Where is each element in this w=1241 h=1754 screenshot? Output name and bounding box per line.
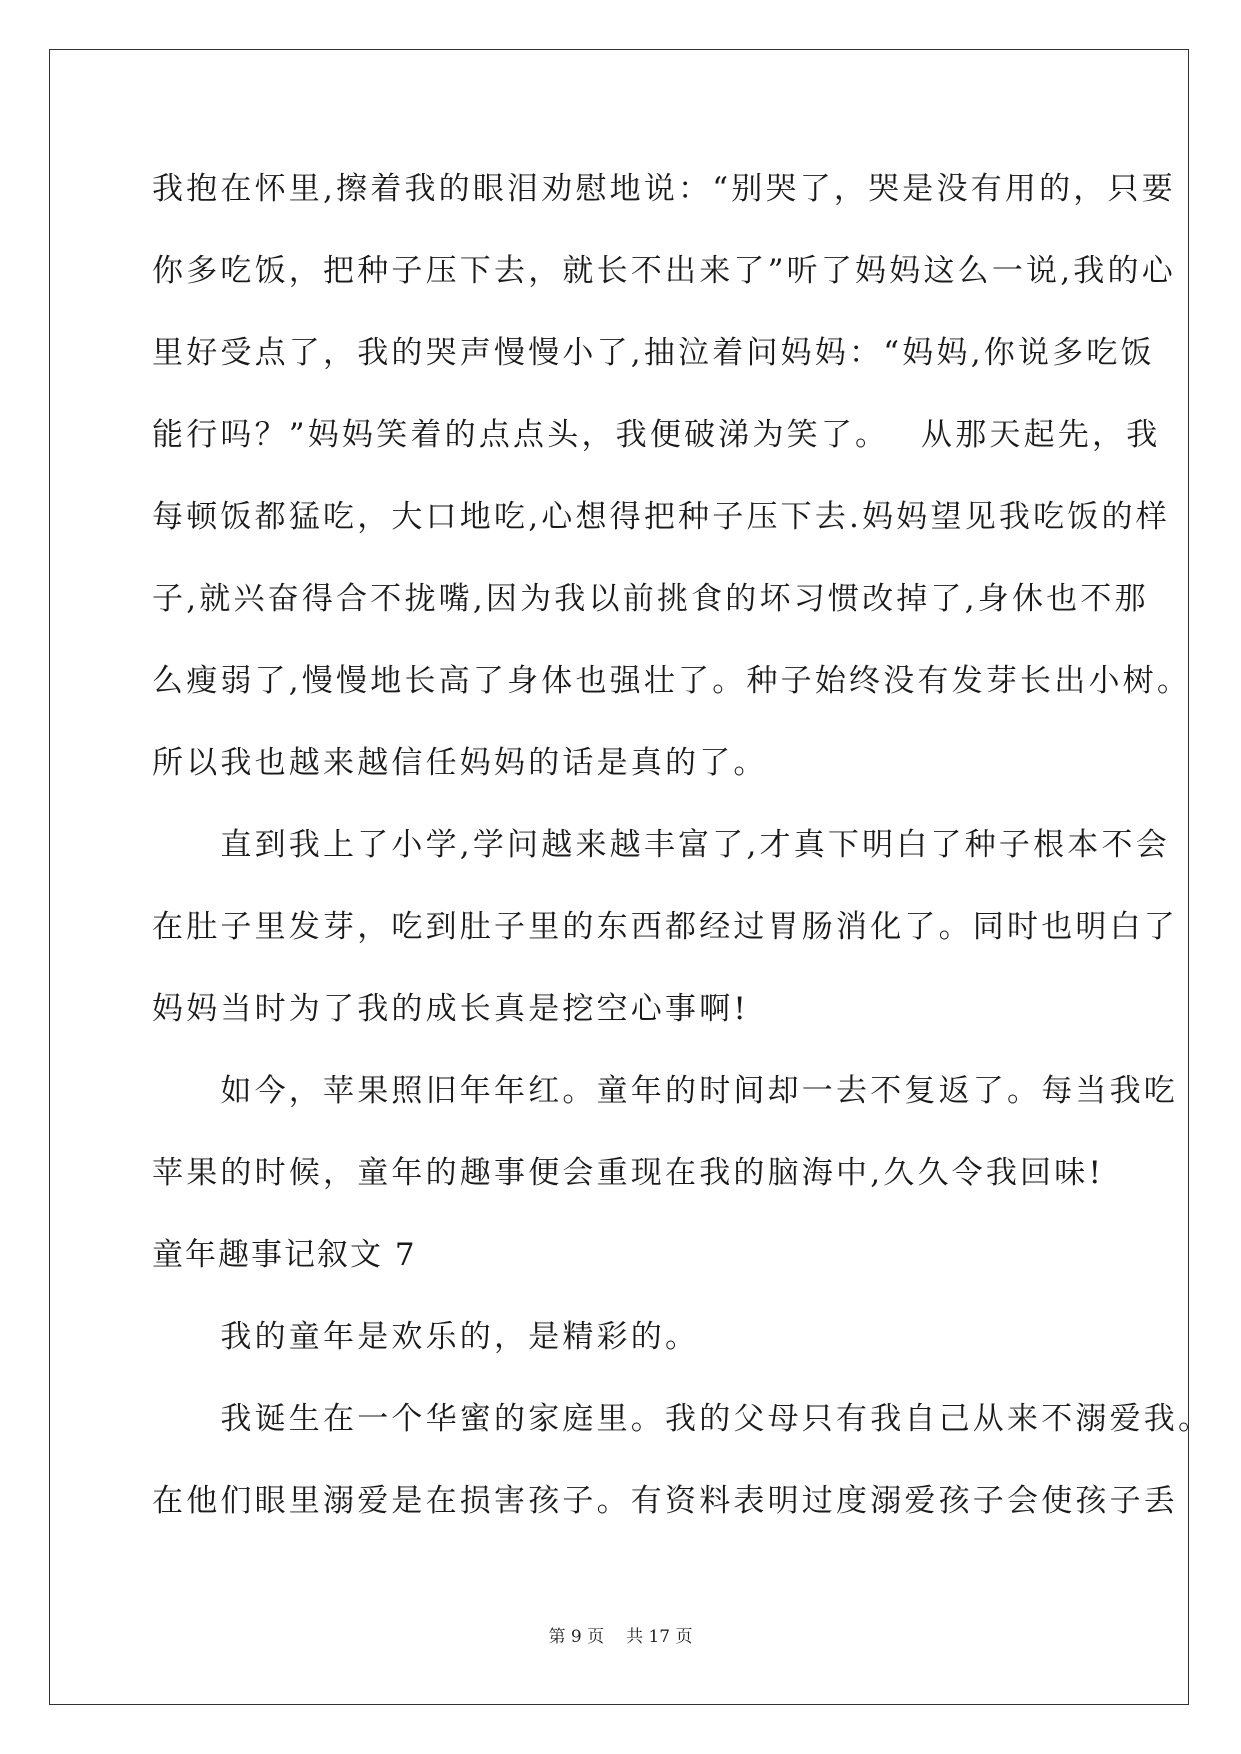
text-line: 我诞生在一个华蜜的家庭里。我的父母只有我自己从来不溺爱我。 [152, 1401, 1213, 1437]
text-line: 能行吗？”妈妈笑着的点点头，我便破涕为笑了。 从那天起先，我 [152, 417, 1161, 453]
document-body [152, 148, 1213, 1542]
text-line: 每顿饭都猛吃，大口地吃,心想得把种子压下去.妈妈望见我吃饭的样 [152, 499, 1170, 535]
text-line: 在他们眼里溺爱是在损害孩子。有资料表明过度溺爱孩子会使孩子丢 [152, 1483, 1178, 1519]
page-footer [0, 1622, 1241, 1647]
page-number: 第 9 页 [548, 1627, 605, 1647]
text-line: 我的童年是欢乐的，是精彩的。 [152, 1319, 700, 1355]
text-line: 苹果的时候，童年的趣事便会重现在我的脑海中,久久令我回味! [152, 1155, 1105, 1191]
text-line: 如今，苹果照旧年年红。童年的时间却一去不复返了。每当我吃 [152, 1073, 1178, 1109]
text-line: 妈妈当时为了我的成长真是挖空心事啊! [152, 991, 750, 1027]
text-line: 我抱在怀里,擦着我的眼泪劝慰地说：“别哭了，哭是没有用的，只要 [152, 171, 1176, 207]
text-line: 么瘦弱了,慢慢地长高了身体也强壮了。种子始终没有发芽长出小树。 [152, 663, 1192, 699]
section-heading: 童年趣事记叙文 7 [152, 1237, 417, 1273]
page-total: 共 17 页 [626, 1627, 693, 1647]
text-line: 直到我上了小学,学问越来越丰富了,才真下明白了种子根本不会 [152, 827, 1170, 863]
text-line: 里好受点了，我的哭声慢慢小了,抽泣着问妈妈：“妈妈,你说多吃饭 [152, 335, 1155, 371]
text-line: 你多吃饭，把种子压下去，就长不出来了”听了妈妈这么一说,我的心 [152, 253, 1176, 289]
text-line: 子,就兴奋得合不拢嘴,因为我以前挑食的坏习惯改掉了,身休也不那 [152, 581, 1149, 617]
text-line: 在肚子里发芽，吃到肚子里的东西都经过胃肠消化了。同时也明白了 [152, 909, 1178, 945]
text-line: 所以我也越来越信任妈妈的话是真的了。 [152, 745, 768, 781]
